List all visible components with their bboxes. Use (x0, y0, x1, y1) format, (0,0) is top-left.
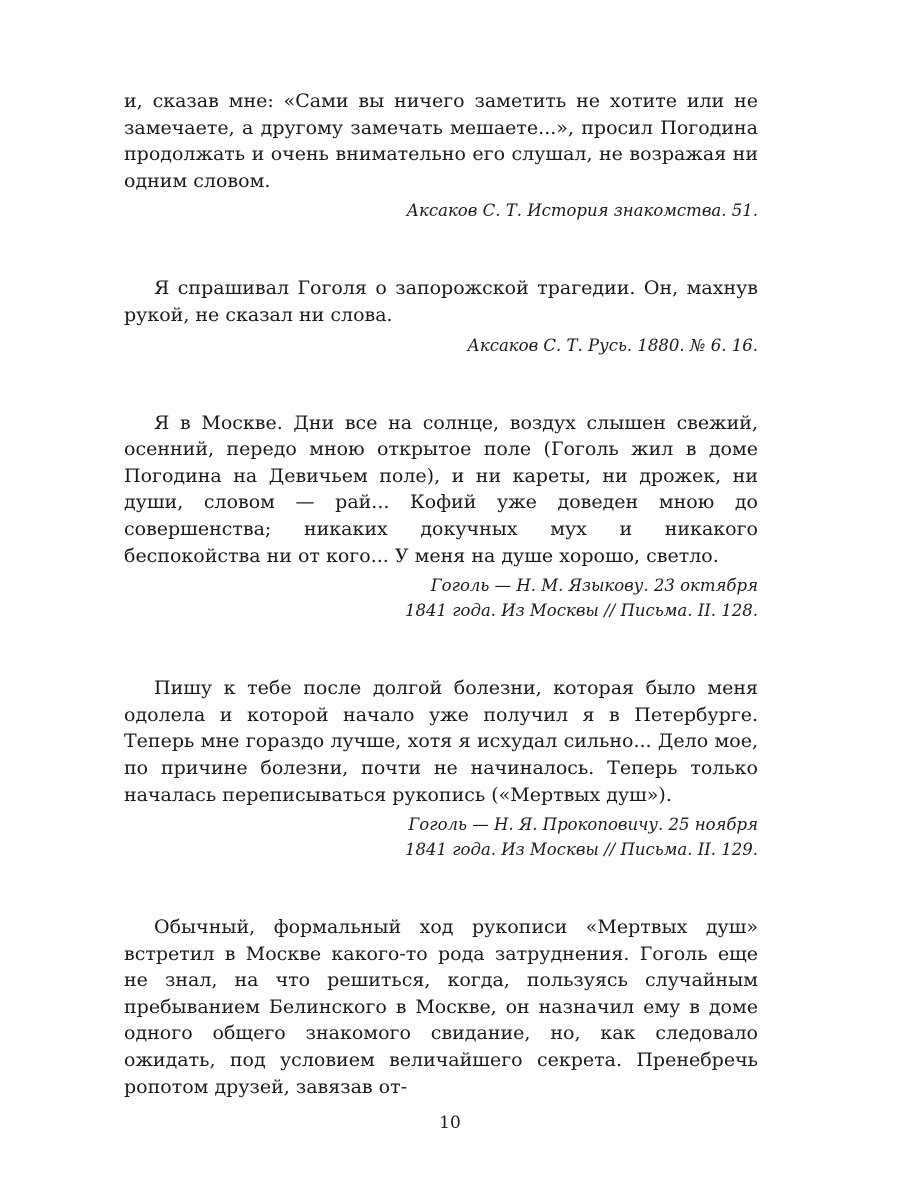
quote-source (124, 812, 758, 862)
quote-block-4 (124, 675, 758, 862)
quote-text: и, сказав мне: «Сами вы ничего заметить не хотите или не замечаете, а другому замечать мешаете...», просил Погодина продолжать и очень внимательно его слушал, не возражая ни одним словом. (124, 90, 758, 192)
source-line: 1841 года. Из Москвы // Письма. II. 128. (404, 601, 758, 621)
source-line: Гоголь — Н. Я. Прокоповичу. 25 ноября (408, 815, 758, 835)
narrative-text: Обычный, формальный ход рукописи «Мертвых душ» встретил в Москве какого-то рода затруднения. Гоголь еще не знал, на что решиться, когда, пользуясь случайным пребыванием Белинского в Москве, он назначил ему в доме одного общего знакомого свидание, но, как следовало ожидать, под условием величайшего секрета. Пренебречь ропотом друзей, завязав от- (124, 916, 758, 1098)
quote-block-1 (124, 88, 758, 223)
source-line: Гоголь — Н. М. Языкову. 23 октября (430, 576, 758, 596)
quote-source (124, 333, 758, 358)
source-line: Аксаков С. Т. История знакомства. 51. (406, 201, 758, 221)
quote-text: Пишу к тебе после долгой болезни, которая было меня одолела и которой начало уже получил я в Петербурге. Теперь мне гораздо лучше, хотя я исхудал сильно... Дело мое, по причине болезни, почти не начиналось. Теперь только началась переписываться рукопись («Мертвых душ»). (124, 677, 758, 806)
source-line: Аксаков С. Т. Русь. 1880. № 6. 16. (467, 335, 758, 355)
page-body (124, 88, 758, 1100)
page-number: 10 (439, 1113, 461, 1133)
quote-source (124, 198, 758, 223)
quote-text: Я в Москве. Дни все на солнце, воздух слышен свежий, осенний, передо мною открытое поле (Гоголь жил в доме Погодина на Девичьем поле), и ни кареты, ни дрожек, ни души, словом — рай... Кофий уже доведен мною до совершенства; никаких докучных мух и никакого беспокойства ни от кого... У меня на душе хорошо, светло. (124, 411, 758, 567)
source-line: 1841 года. Из Москвы // Письма. II. 129. (404, 840, 758, 860)
quote-block-3 (124, 410, 758, 624)
quote-text: Я спрашивал Гоголя о запорожской трагедии. Он, махнув рукой, не сказал ни слова. (124, 277, 758, 326)
quote-block-2 (124, 275, 758, 357)
narrative-block (124, 914, 758, 1100)
quote-source (124, 573, 758, 623)
